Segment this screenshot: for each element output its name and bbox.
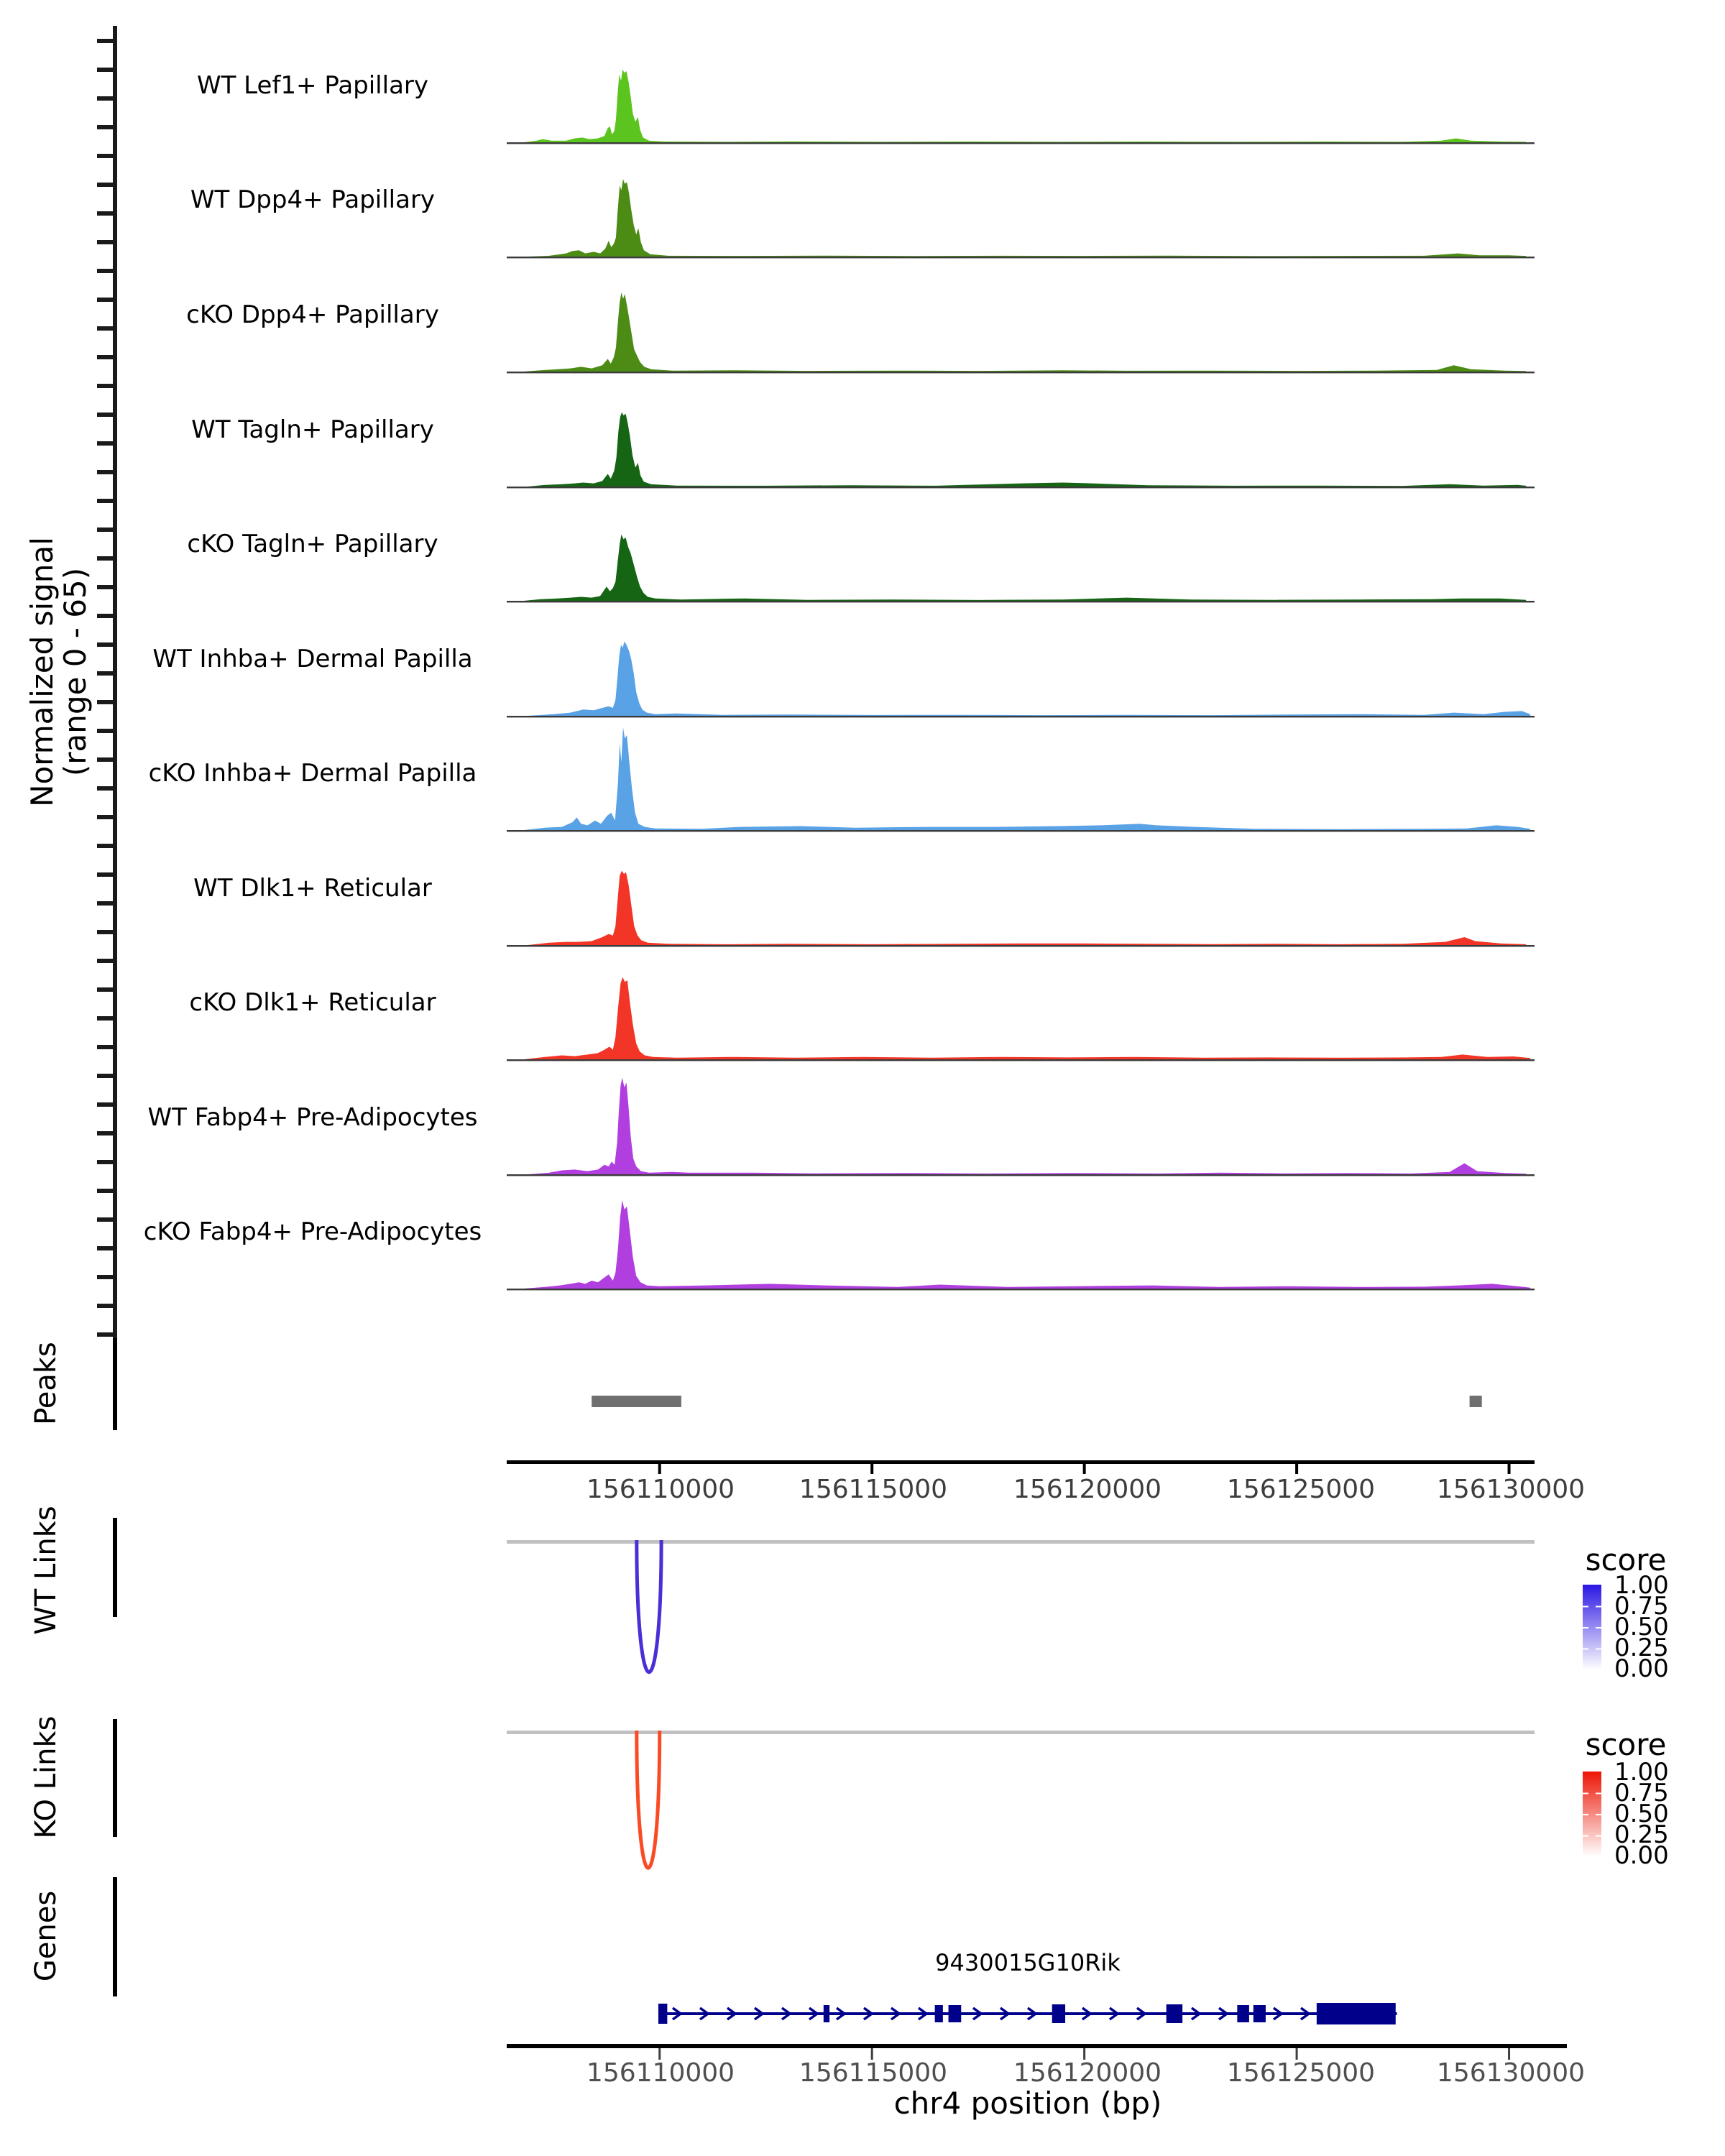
signal-y-axis-tick [97, 1275, 113, 1279]
track-baseline [507, 372, 1535, 373]
x-axis-title: chr4 position (bp) [893, 2086, 1162, 2121]
signal-y-axis-tick [97, 269, 113, 273]
track-label: cKO Dpp4+ Papillary [186, 300, 439, 329]
signal-track-polygon-4 [524, 535, 1527, 601]
wt-score-tick-label: 0.00 [1614, 1654, 1669, 1683]
x-axis-line [507, 2044, 1567, 2048]
y-axis-label [26, 349, 92, 995]
wt-score-legend-title: score [1585, 1542, 1667, 1577]
signal-y-axis-tick [97, 1160, 113, 1164]
signal-y-axis-line [113, 26, 117, 1360]
score-legend-tick [1583, 1835, 1588, 1837]
gene-exon [1052, 2004, 1065, 2023]
signal-y-axis-tick [97, 1304, 113, 1308]
ko-links-section-label: KO Links [29, 1715, 63, 1839]
gene-exon [1167, 2004, 1182, 2023]
link-arc [637, 1731, 660, 1868]
signal-y-axis-tick [97, 585, 113, 589]
peaks-section-label: Peaks [29, 1342, 63, 1425]
track-baseline [507, 716, 1535, 717]
wt-score-tick-label: 1.00 [1614, 1571, 1669, 1600]
y-axis-label-line1: Normalized signal [24, 537, 60, 807]
signal-y-axis-tick [97, 240, 113, 244]
wt-score-tick-label: 0.50 [1614, 1613, 1669, 1641]
score-legend-tick [1583, 1649, 1588, 1650]
track-baseline [507, 601, 1535, 602]
signal-track-polygon-0 [524, 70, 1527, 142]
ko-score-tick-label: 0.25 [1614, 1820, 1669, 1849]
signal-y-axis-tick [97, 355, 113, 359]
signal-y-axis-tick [97, 125, 113, 129]
signal-y-axis-tick [97, 1045, 113, 1049]
score-legend-tick [1596, 1627, 1601, 1628]
track-baseline [507, 487, 1535, 488]
score-legend-tick [1596, 1835, 1601, 1837]
axis-tick-label: 156115000 [799, 1475, 948, 1504]
peak-interval [592, 1396, 681, 1407]
signal-track-polygon-9 [528, 1078, 1527, 1174]
x-axis-tick-label: 156110000 [586, 2058, 735, 2088]
track-label: WT Tagln+ Papillary [191, 415, 434, 444]
x-axis-tick-label: 156115000 [799, 2058, 948, 2088]
track-baseline [507, 945, 1535, 946]
y-axis-label-line2: (range 0 - 65) [58, 567, 93, 777]
track-baseline [507, 830, 1535, 831]
axis-tick-label: 156130000 [1436, 1475, 1586, 1504]
signal-track-polygon-7 [528, 871, 1527, 945]
track-label: WT Fabp4+ Pre-Adipocytes [147, 1103, 478, 1132]
gene-body-line [658, 2012, 1397, 2015]
ko-score-tick-label: 1.00 [1614, 1758, 1669, 1787]
wt-links-section-label: WT Links [29, 1506, 63, 1635]
track-baseline [507, 257, 1535, 258]
track-label: WT Inhba+ Dermal Papilla [152, 645, 473, 673]
signal-y-axis-tick [97, 844, 113, 848]
gene-name-label: 9430015G10Rik [935, 1949, 1121, 1976]
axis-tick-label: 156110000 [586, 1475, 735, 1504]
ko-score-tick-label: 0.00 [1614, 1841, 1669, 1870]
genes-bracket [113, 1877, 117, 1996]
signal-y-axis-tick [97, 1074, 113, 1078]
signal-y-axis-tick [97, 614, 113, 618]
score-legend-tick [1596, 1793, 1601, 1795]
signal-track-polygon-2 [524, 292, 1527, 372]
signal-y-axis-tick [97, 1332, 113, 1337]
track-baseline [507, 142, 1535, 144]
signal-track-polygon-10 [524, 1200, 1531, 1289]
ko-links-bracket [113, 1719, 117, 1837]
peaks-axis-tick [1083, 1464, 1086, 1474]
score-legend-tick [1583, 1627, 1588, 1628]
track-label: cKO Inhba+ Dermal Papilla [148, 759, 477, 788]
track-label: cKO Tagln+ Papillary [187, 530, 438, 558]
axis-tick-label: 156120000 [1013, 1475, 1162, 1504]
track-label: WT Lef1+ Papillary [196, 71, 429, 100]
signal-y-axis-tick [97, 1189, 113, 1193]
peaks-axis-tick [1508, 1464, 1511, 1474]
x-axis-tick-label: 156130000 [1436, 2058, 1586, 2088]
track-baseline [507, 1174, 1535, 1176]
gene-exon [658, 2004, 667, 2024]
score-legend-tick [1596, 1606, 1601, 1608]
x-axis-tick-label: 156120000 [1013, 2058, 1162, 2088]
peaks-axis-tick [870, 1464, 873, 1474]
track-baseline [507, 1289, 1535, 1290]
gene-exon [1237, 2005, 1249, 2022]
wt-score-tick-label: 0.25 [1614, 1634, 1669, 1662]
score-legend-tick [1583, 1606, 1588, 1608]
track-label: cKO Dlk1+ Reticular [189, 988, 436, 1017]
score-legend-tick [1583, 1793, 1588, 1795]
signal-track-polygon-1 [528, 179, 1527, 257]
ko-score-tick-label: 0.50 [1614, 1800, 1669, 1828]
signal-track-polygon-3 [528, 413, 1527, 487]
signal-y-axis-tick [97, 930, 113, 934]
gene-exon [1254, 2005, 1266, 2022]
gene-exon [1317, 2003, 1396, 2024]
peaks-bracket [113, 1338, 117, 1430]
peaks-axis-line [507, 1460, 1535, 1464]
track-label: WT Dpp4+ Papillary [190, 185, 436, 214]
wt-score-tick-label: 0.75 [1614, 1592, 1669, 1621]
signal-track-polygon-8 [524, 977, 1531, 1059]
signal-y-axis-tick [97, 384, 113, 388]
signal-y-axis-tick [97, 959, 113, 963]
x-axis-tick-label: 156125000 [1226, 2058, 1376, 2088]
wt-links-bracket [113, 1518, 117, 1617]
signal-track-polygon-6 [524, 727, 1531, 830]
link-arc [637, 1540, 661, 1672]
peaks-axis-tick [1295, 1464, 1298, 1474]
score-legend-tick [1596, 1814, 1601, 1815]
gene-exon [949, 2005, 962, 2022]
track-baseline [507, 1059, 1535, 1061]
axis-tick-label: 156125000 [1226, 1475, 1376, 1504]
signal-y-axis-tick [97, 700, 113, 704]
score-legend-tick [1583, 1814, 1588, 1815]
signal-y-axis-tick [97, 729, 113, 733]
signal-y-axis-tick [97, 154, 113, 158]
ko-score-legend-title: score [1585, 1727, 1667, 1762]
genes-section-label: Genes [29, 1890, 63, 1982]
signal-y-axis-tick [97, 470, 113, 474]
track-label: cKO Fabp4+ Pre-Adipocytes [143, 1217, 482, 1246]
score-legend-tick [1596, 1649, 1601, 1650]
track-label: WT Dlk1+ Reticular [193, 874, 432, 903]
ko-score-tick-label: 0.75 [1614, 1779, 1669, 1807]
peak-interval [1470, 1396, 1482, 1407]
signal-track-polygon-5 [528, 642, 1531, 716]
signal-y-axis-tick [97, 815, 113, 819]
signal-y-axis-tick [97, 499, 113, 503]
gene-exon [935, 2005, 943, 2022]
signal-y-axis-tick [97, 39, 113, 43]
peaks-axis-tick [658, 1464, 661, 1474]
gene-exon [824, 2005, 829, 2022]
